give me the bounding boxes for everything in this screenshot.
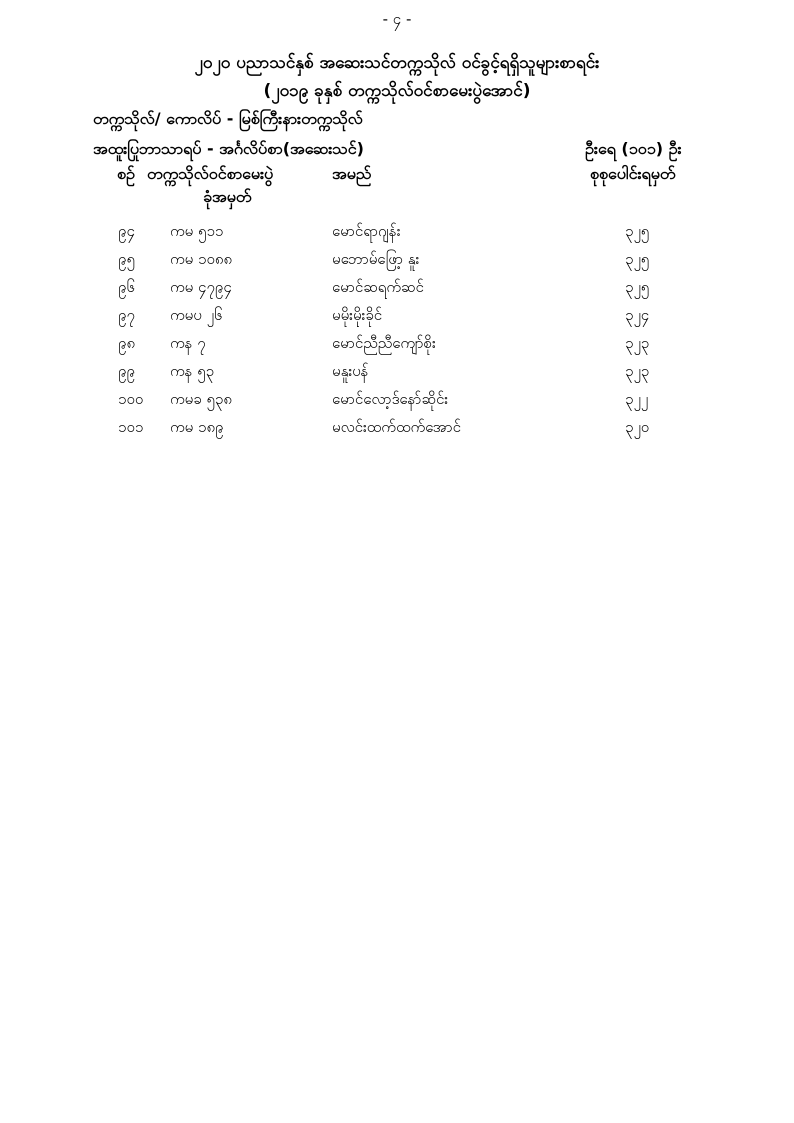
- roll-cell: ကန ၅၃: [170, 362, 215, 380]
- name-cell: မနူးပန်: [332, 362, 369, 380]
- roll-cell: ကမ ၁၀၈၈: [170, 250, 233, 268]
- student-count: ဦးရေ (၁၀၁) ဦး: [585, 139, 682, 158]
- table-row: [0, 362, 794, 390]
- score-cell: ၃၂၃: [625, 334, 650, 352]
- roll-cell: ကန ၇: [170, 334, 206, 352]
- page-number: - ၄ -: [382, 10, 412, 28]
- page-subtitle: (၂၀၁၉ ခုနှစ် တက္ကသိုလ်ဝင်စာမေးပွဲအောင်): [263, 81, 531, 101]
- serial-cell: ၉၅: [118, 250, 135, 268]
- name-cell: မောင်ဆရက်ဆင်: [332, 278, 424, 296]
- serial-cell: ၉၉: [118, 362, 135, 380]
- serial-cell: ၁၀၁: [118, 418, 144, 436]
- header-serial: စဉ်: [117, 164, 135, 183]
- table-row: [0, 278, 794, 306]
- name-cell: မောင်ညီညီကျော်စိုး: [332, 334, 436, 352]
- header-roll-number: တက္ကသိုလ်ဝင်စာမေးပွဲ: [147, 164, 274, 183]
- serial-cell: ၉၈: [118, 334, 136, 352]
- table-row: [0, 334, 794, 362]
- score-cell: ၃၂၄: [625, 306, 650, 324]
- score-cell: ၃၂၀: [625, 418, 650, 436]
- header-name: အမည်: [332, 164, 372, 183]
- score-cell: ၃၂၃: [625, 362, 650, 380]
- table-row: [0, 250, 794, 278]
- name-cell: မောင်လော့ဒ်နော်ဆိုင်း: [332, 390, 449, 408]
- name-cell: မမိုးမိုးခိုင်: [332, 306, 383, 324]
- serial-cell: ၉၄: [118, 222, 135, 240]
- serial-cell: ၉၆: [118, 278, 135, 296]
- page-title: ၂၀၂၀ ပညာသင်နှစ် အဆေးသင်တက္ကသိုလ် ဝင်ခွင့်ရရှိသူများစာရင်း: [194, 53, 600, 73]
- table-row: [0, 222, 794, 250]
- score-cell: ၃၂၂: [625, 390, 649, 408]
- university-label: တက္ကသိုလ်/ ကောလိပ် - မြစ်ကြီးနားတက္ကသိုလ်: [93, 109, 363, 128]
- serial-cell: ၉၇: [118, 306, 135, 324]
- name-cell: မလင်းထက်ထက်အောင်: [332, 418, 461, 436]
- subject-label: အထူးပြုဘာသာရပ် - အင်္ဂလိပ်စာ(အဆေးသင်): [93, 139, 364, 158]
- roll-cell: ကမ ၁၈၉: [170, 418, 224, 436]
- roll-cell: ကမပ ၂၆: [170, 306, 223, 324]
- header-total-score: စုစုပေါင်းရမှတ်: [590, 164, 676, 183]
- name-cell: မောင်ရာဂျန်း: [332, 222, 401, 240]
- table-row: [0, 306, 794, 334]
- score-cell: ၃၂၅: [625, 222, 650, 240]
- name-cell: မဘောမ်ဖြော့ နူး: [332, 250, 420, 268]
- table-row: [0, 390, 794, 418]
- roll-cell: ကမခ ၅၃၈: [170, 390, 232, 408]
- score-cell: ၃၂၅: [625, 250, 650, 268]
- header-roll-number-line2: ခုံအမှတ်: [203, 187, 252, 206]
- serial-cell: ၁၀၀: [118, 390, 144, 408]
- table-row: [0, 418, 794, 446]
- roll-cell: ကမ ၄၇၉၄: [170, 278, 232, 296]
- roll-cell: ကမ ၅၁၁: [170, 222, 224, 240]
- score-cell: ၃၂၅: [625, 278, 650, 296]
